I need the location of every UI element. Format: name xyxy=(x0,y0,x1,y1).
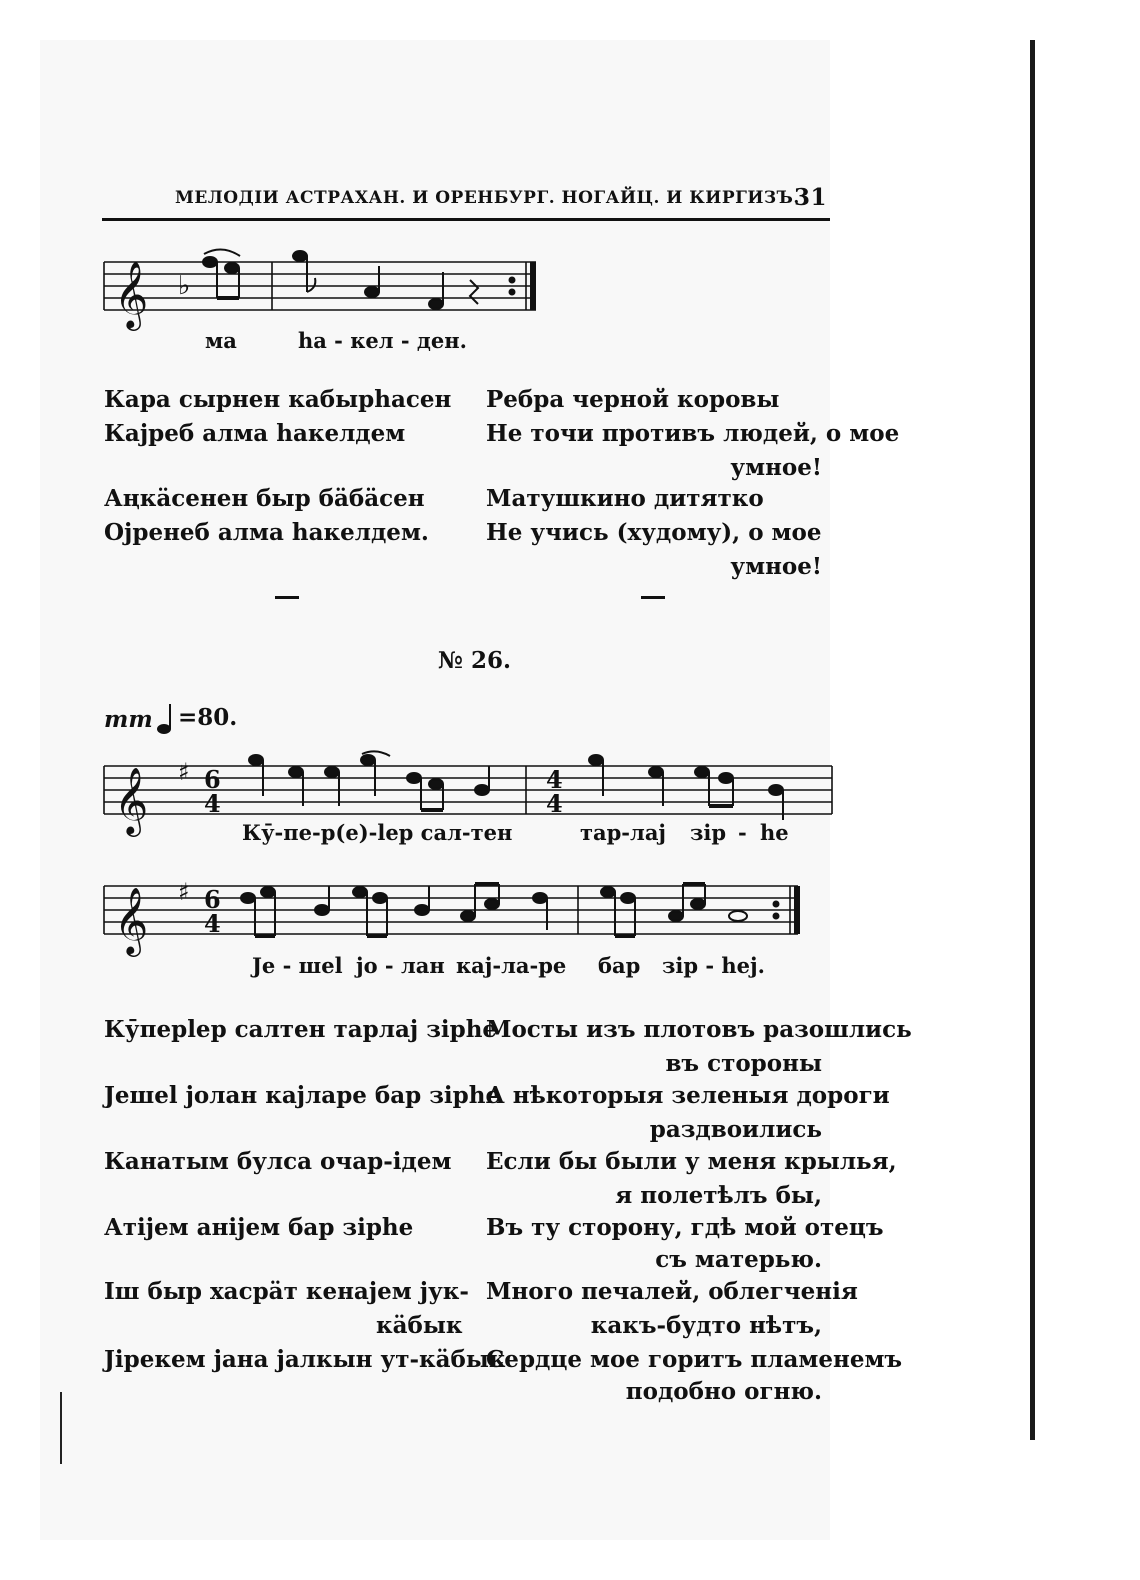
verse2-left-line-2: Jешеl jолан каjларе бар зірhе xyxy=(104,1082,501,1109)
verse2-right-line-11: Сердце мое горитъ пламенемъ xyxy=(486,1346,903,1373)
separator-dash-right xyxy=(641,596,665,599)
verse2-left-line-4: Атіjем аніjем бар зірhе xyxy=(104,1214,414,1241)
svg-text:6: 6 xyxy=(204,765,221,794)
verse1-left-line-4: Оjренеб алма hакелдем. xyxy=(104,519,429,546)
verse2-left-line-7: Jірекем jана jалкын ут-кäбык xyxy=(104,1346,506,1373)
verse2-right-line-6: я полетѣлъ бы, xyxy=(615,1182,822,1209)
verse2-right-line-12: подобно огню. xyxy=(625,1378,822,1405)
verse2-right-line-9: Много печалей, облегченія xyxy=(486,1278,858,1305)
svg-text:♭: ♭ xyxy=(178,271,191,301)
running-title: МЕЛОДІИ АСТРАХАН. И ОРЕНБУРГ. НОГАЙЦ. И КИРГИЗЪ. xyxy=(175,188,800,208)
verse1-right-line-3: умное! xyxy=(730,454,822,481)
verse2-left-line-5: Іш быр хасрäт кенаjем jук- xyxy=(104,1278,469,1305)
verse2-left-line-6: кäбык xyxy=(376,1312,463,1339)
music-staff-3 xyxy=(100,878,806,954)
verse2-right-line-7: Въ ту сторону, гдѣ мой отецъ xyxy=(486,1214,884,1241)
song26-staff1-lyric-2: тар-лаj xyxy=(580,820,667,845)
song26-staff2-lyric-1: Je - шеl xyxy=(252,953,343,978)
song26-staff2-lyric-5: зір - hеj. xyxy=(662,953,765,978)
music-staff-1 xyxy=(100,250,540,330)
page-edge-line xyxy=(1030,40,1035,1440)
song26-staff2-lyric-2: jо - лан xyxy=(356,953,445,978)
verse2-right-line-3: А нѣкоторыя зеленыя дороги xyxy=(486,1082,890,1109)
verse1-right-line-5: Не учись (худому), о мое xyxy=(486,519,822,546)
running-header xyxy=(175,184,827,211)
song-number: № 26. xyxy=(438,647,512,674)
header-rule xyxy=(102,218,830,221)
svg-text:𝄞: 𝄞 xyxy=(114,766,149,834)
svg-text:𝄞: 𝄞 xyxy=(114,886,149,954)
verse2-left-line-1: Кӯперlер салтен тарлаj зірhе xyxy=(104,1016,498,1043)
song26-staff1-lyric-4: - xyxy=(738,820,747,845)
svg-text:4: 4 xyxy=(204,789,221,818)
svg-text:6: 6 xyxy=(204,885,221,914)
svg-text:4: 4 xyxy=(546,789,563,818)
verse1-right-line-2: Не точи противъ людей, о мое xyxy=(486,420,900,447)
verse2-right-line-5: Если бы были у меня крылья, xyxy=(486,1148,897,1175)
svg-text:4: 4 xyxy=(204,909,221,938)
verse2-left-line-3: Канатым булса очар-ідем xyxy=(104,1148,452,1175)
verse1-left-line-1: Кара сырнен кабырhасен xyxy=(104,386,452,413)
verse1-left-line-3: Аңкäсенен быр бäбäсен xyxy=(104,485,425,512)
svg-text:♯: ♯ xyxy=(178,878,190,906)
svg-text:♯: ♯ xyxy=(178,758,190,786)
song26-staff1-lyric-5: hе xyxy=(760,820,789,845)
verse2-right-line-2: въ стороны xyxy=(665,1050,822,1077)
verse2-right-line-8: съ матерью. xyxy=(655,1246,822,1273)
verse1-right-line-6: умное! xyxy=(730,553,822,580)
song26-staff2-lyric-4: бар xyxy=(598,953,641,978)
svg-text:4: 4 xyxy=(546,765,563,794)
svg-text:𝄞: 𝄞 xyxy=(114,260,149,328)
tempo-value: =80. xyxy=(178,704,238,731)
song26-staff1-lyric-1: Кӯ-пе-р(е)-lер сал-тен xyxy=(242,820,513,845)
page-number: 31 xyxy=(793,184,827,211)
song26-staff1-lyric-3: зір xyxy=(690,820,727,845)
verse1-left-line-2: Каjреб алма hакелдем xyxy=(104,420,406,447)
margin-mark-left xyxy=(60,1392,62,1464)
staff1-lyric-1: ма xyxy=(205,328,237,353)
verse1-right-line-4: Матушкино дитятко xyxy=(486,485,764,512)
separator-dash-left xyxy=(275,596,299,599)
staff1-lyric-2: hа - кел - ден. xyxy=(298,328,467,353)
verse2-right-line-4: раздвоились xyxy=(649,1116,822,1143)
verse1-right-line-1: Ребра черной коровы xyxy=(486,386,780,413)
verse2-right-line-10: какъ-будто нѣтъ, xyxy=(590,1312,822,1339)
tempo-mark: mm xyxy=(104,706,153,733)
quarter-note-icon xyxy=(156,702,176,736)
verse2-right-line-1: Мосты изъ плотовъ разошлись xyxy=(486,1016,912,1043)
song26-staff2-lyric-3: каj-ла-ре xyxy=(456,953,567,978)
